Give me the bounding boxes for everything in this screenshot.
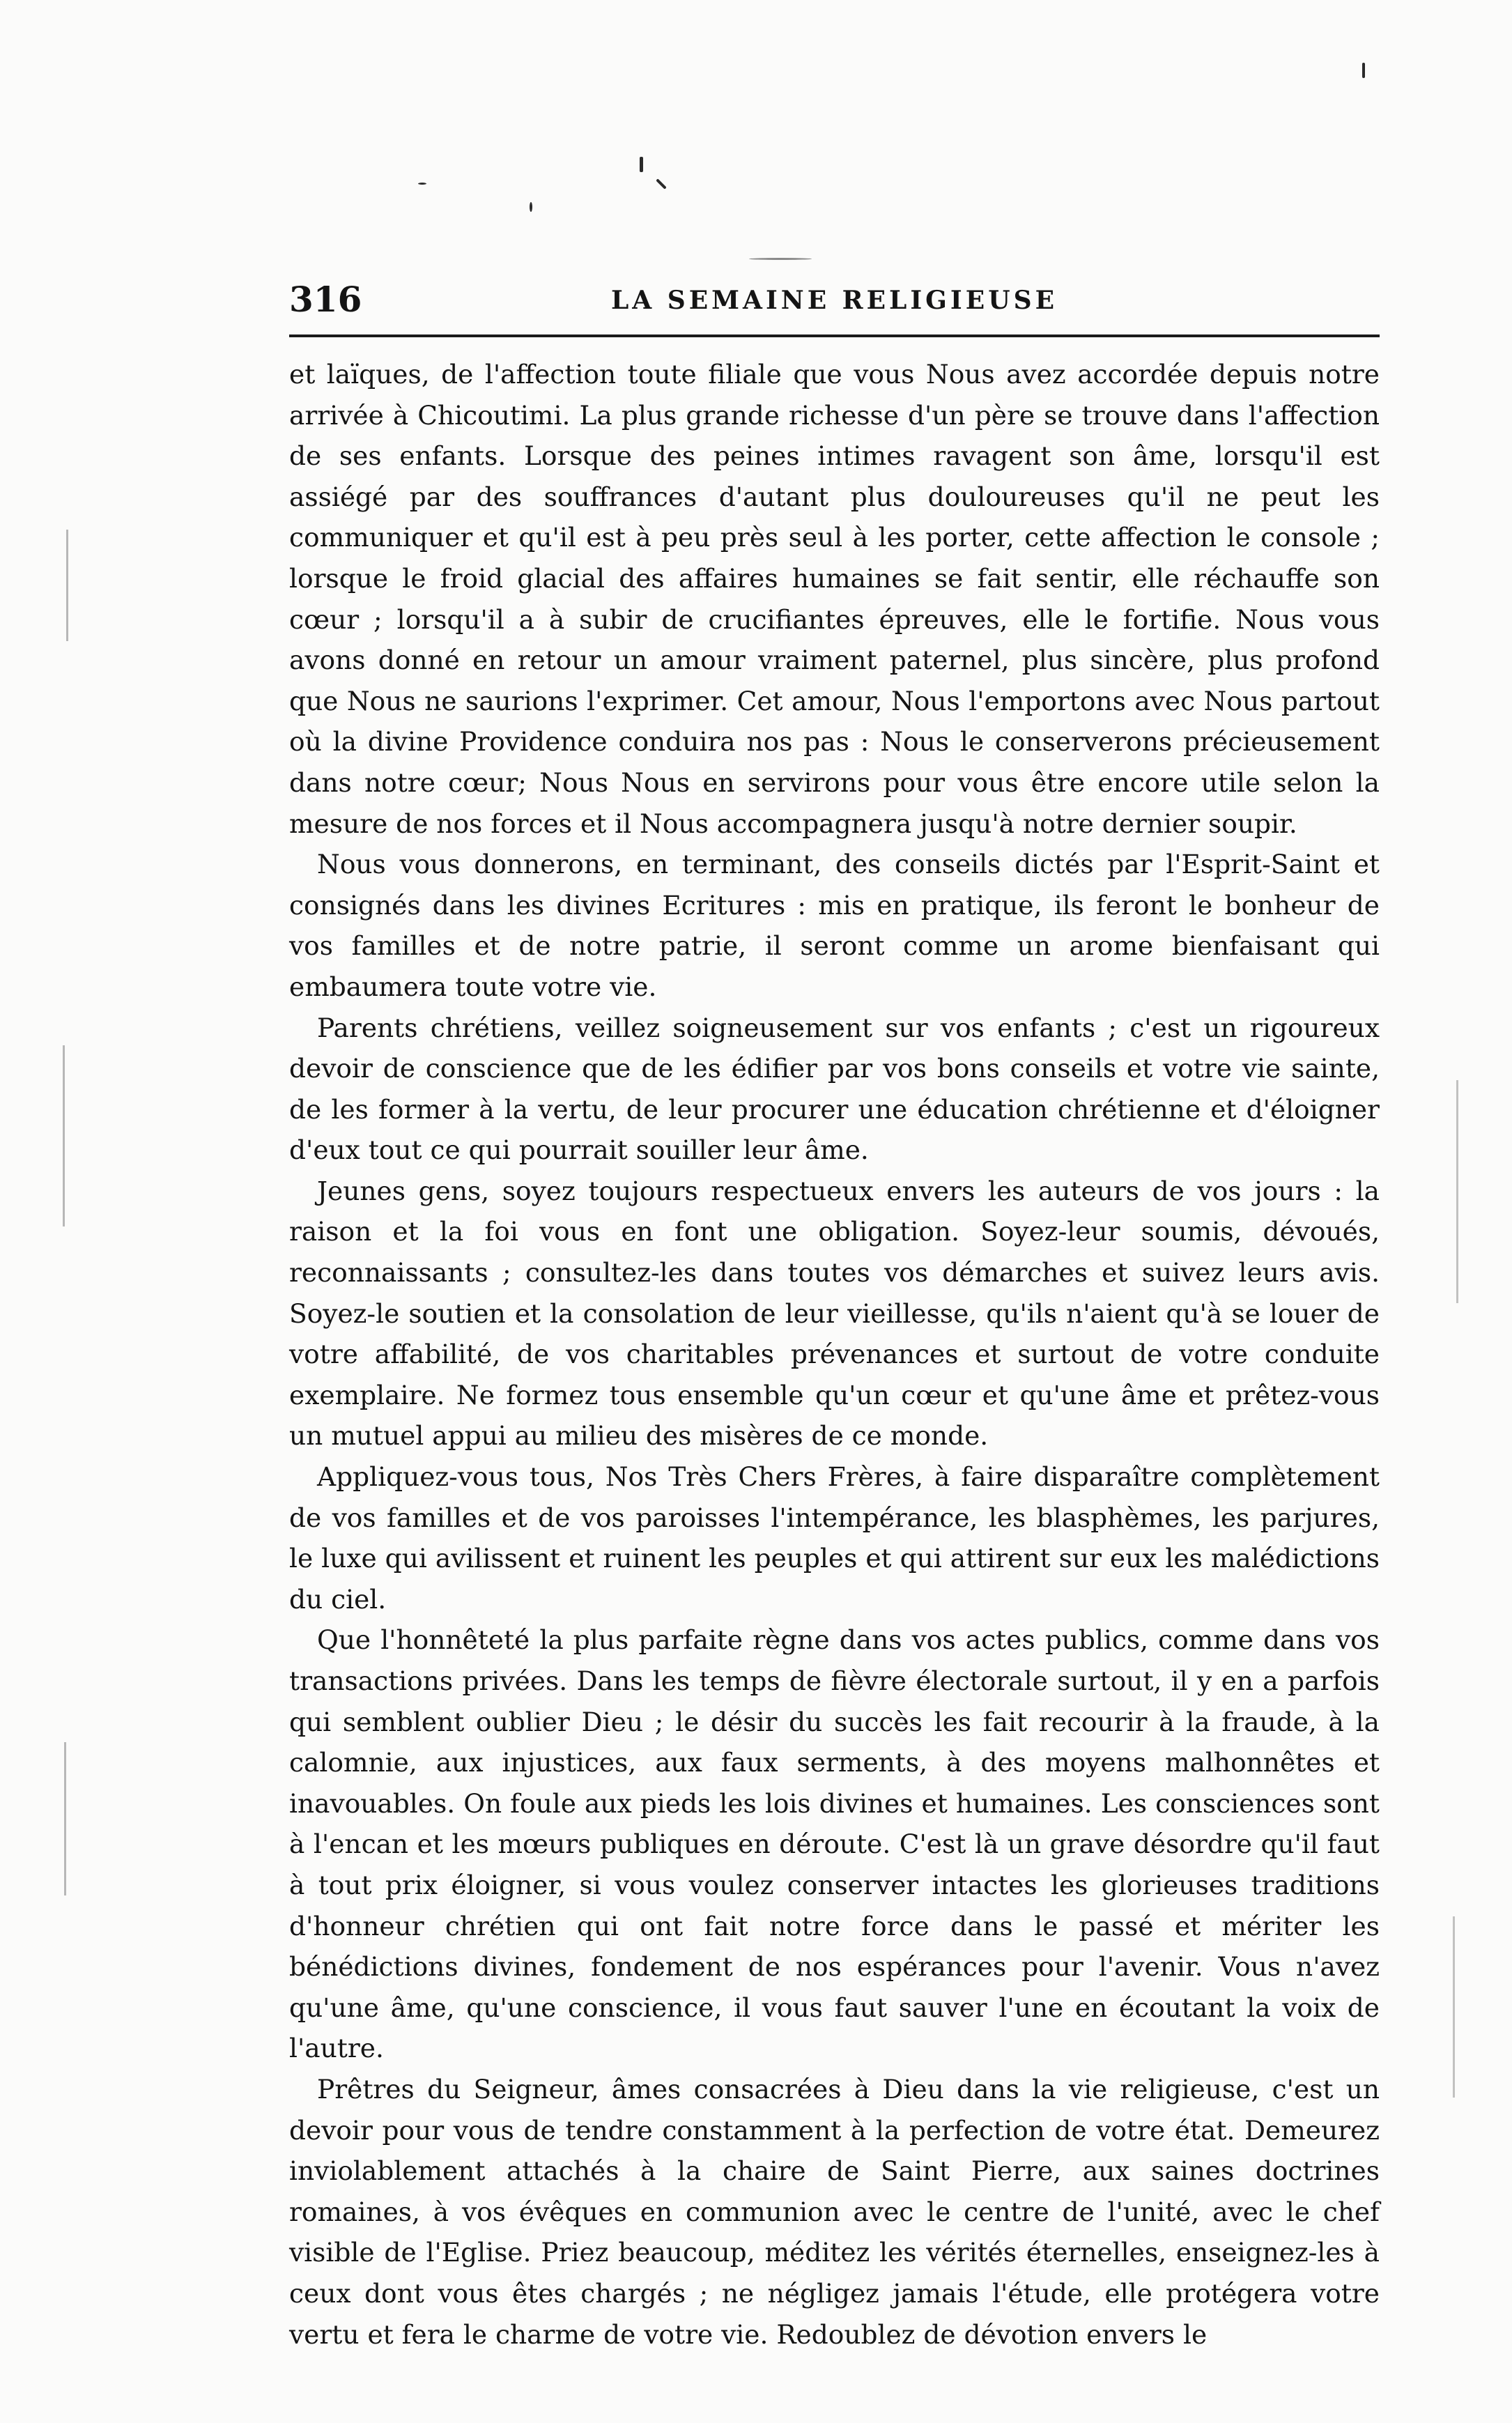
paragraph: Nous vous donnerons, en terminant, des conseils dictés par l'Esprit-Saint et consignés dans les divines Ecritures : mis en pratique, ils feront le bonheur de vos familles et de notre patrie, il seront comme un arome bienfaisant qui embaumera toute votre vie. xyxy=(289,849,1380,1002)
body-text xyxy=(289,354,1380,2355)
scan-speck xyxy=(749,258,812,260)
scan-edge-mark xyxy=(1453,1916,1455,2098)
scan-speck xyxy=(1362,63,1365,78)
scan-edge-mark xyxy=(63,1045,65,1226)
running-title: LA SEMAINE RELIGIEUSE xyxy=(610,286,1058,315)
scan-edge-mark xyxy=(1456,1080,1458,1303)
paragraph: Parents chrétiens, veillez soigneusement sur vos enfants ; c'est un rigoureux devoir de conscience que de les édifier par vos bons conseils et votre vie sainte, de les former à la vertu, de leur procurer une éducation chrétienne et d'éloigner d'eux tout ce qui pourrait souiller leur âme. xyxy=(289,1012,1380,1166)
page-header xyxy=(289,279,1380,328)
paragraph: Jeunes gens, soyez toujours respectueux envers les auteurs de vos jours : la raison et la foi vous en font une obligation. Soyez-leur soumis, dévoués, reconnaissants ; consultez-les dans toutes vos démarches et suivez leurs avis. Soyez-le soutien et la consolation de leur vieillesse, qu'ils n'aient qu'à se louer de votre affabilité, de vos charitables prévenances et surtout de votre conduite exemplaire. Ne formez tous ensemble qu'un cœur et qu'une âme et prêtez-vous un mutuel appui au milieu des misères de ce monde. xyxy=(289,1175,1380,1452)
paragraph: Prêtres du Seigneur, âmes consacrées à Dieu dans la vie religieuse, c'est un devoir pour vous de tendre constamment à la perfection de votre état. Demeurez inviolablement attachés à la chaire de Saint Pierre, aux saines doctrines romaines, à vos évêques en communion avec le centre de l'unité, avec le chef visible de l'Eglise. Priez beaucoup, méditez les vérités éternelles, enseignez-les à ceux dont vous êtes chargés ; ne négligez jamais l'étude, elle protégera votre vertu et fera le charme de votre vie. Redoublez de dévotion envers le xyxy=(289,2073,1380,2350)
scan-edge-mark xyxy=(66,530,68,641)
paragraph: et laïques, de l'affection toute filiale que vous Nous avez accordée depuis notre arrivée à Chicoutimi. La plus grande richesse d'un père se trouve dans l'affection de ses enfants. Lorsque des peines intimes ravagent son âme, lorsqu'il est assiégé par des souffrances d'autant plus douloureuses qu'il ne peut les communiquer et qu'il est à peu près seul à les porter, cette affection le console ; lorsque le froid glacial des affaires humaines se fait sentir, elle réchauffe son cœur ; lorsqu'il a à subir de crucifiantes épreuves, elle le fortifie. Nous vous avons donné en retour un amour vraiment paternel, plus sincère, plus profond que Nous ne saurions l'exprimer. Cet amour, Nous l'emportons avec Nous partout où la divine Providence conduira nos pas : Nous le conserverons précieusement dans notre cœur; Nous Nous en servirons pour vous être encore utile selon la mesure de nos forces et il Nous accompagnera jusqu'à notre dernier soupir. xyxy=(289,359,1380,839)
scan-speck xyxy=(418,183,426,185)
scan-speck xyxy=(530,202,532,212)
header-rule xyxy=(289,334,1380,337)
scan-edge-mark xyxy=(64,1742,66,1895)
paragraph: Que l'honnêteté la plus parfaite règne dans vos actes publics, comme dans vos transactions privées. Dans les temps de fièvre électorale surtout, il y en a parfois qui semblent oublier Dieu ; le désir du succès les fait recourir à la fraude, à la calomnie, aux injustices, aux faux serments, à des moyens malhonnêtes et inavouables. On foule aux pieds les lois divines et humaines. Les consciences sont à l'encan et les mœurs publiques en déroute. C'est là un grave désordre qu'il faut à tout prix éloigner, si vous voulez conserver intactes les glorieuses traditions d'honneur chrétien qui ont fait notre force dans le passé et mériter les bénédictions divines, fondement de nos espérances pour l'avenir. Vous n'avez qu'une âme, qu'une conscience, il vous faut sauver l'une en écoutant la voix de l'autre. xyxy=(289,1624,1380,2064)
page-number: 316 xyxy=(289,279,362,320)
scan-speck xyxy=(656,178,667,190)
paragraph: Appliquez-vous tous, Nos Très Chers Frères, à faire disparaître complètement de vos familles et de vos paroisses l'intempérance, les blasphèmes, les parjures, le luxe qui avilissent et ruinent les peuples et qui attirent sur eux les malédictions du ciel. xyxy=(289,1461,1380,1615)
scan-speck xyxy=(640,157,643,172)
